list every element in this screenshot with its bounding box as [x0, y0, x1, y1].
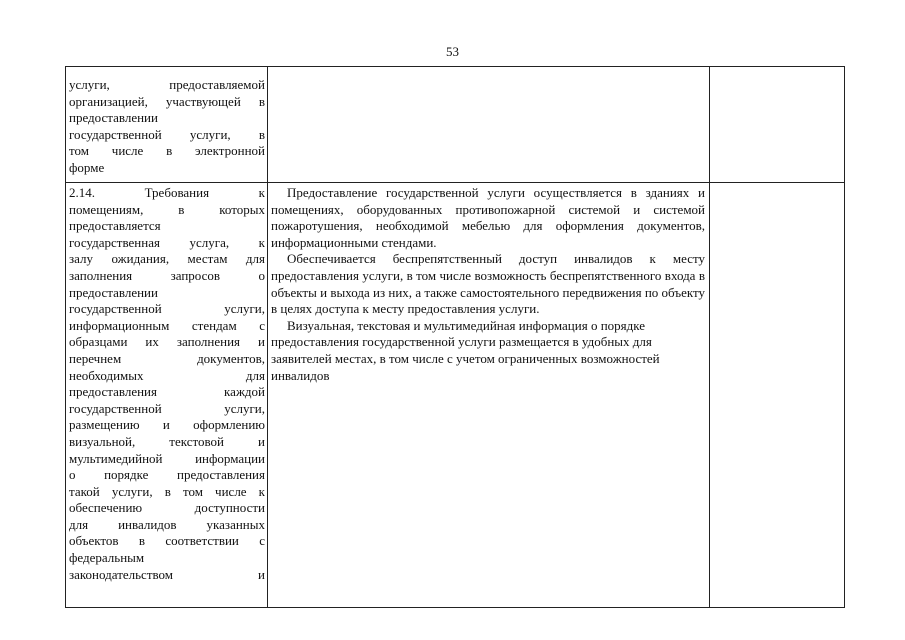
text-line: перечнем документов, [69, 350, 265, 366]
table-cell-requirement [66, 183, 268, 608]
text-line: мультимедийной информации [69, 450, 265, 466]
text-line: государственной услуги, [69, 301, 265, 317]
text-line: 2.14. Требования к [69, 185, 265, 200]
text-line: услуги, предоставляемой [69, 77, 265, 92]
text-line: объектов в соответствии с [69, 533, 265, 549]
text-line: помещениям, в которых [69, 201, 265, 217]
table-cell-requirement [66, 67, 268, 183]
text-line: форме [69, 159, 105, 175]
requirements-table [65, 66, 845, 608]
table-cell-notes [710, 183, 845, 608]
text-line: государственная услуга, к [69, 234, 265, 250]
text-line: предоставлении [69, 284, 158, 300]
paragraph: Визуальная, текстовая и мультимедийная информация о порядке предоставления государственной услуги размещается в удобных для заявителей местах, в том числе с учетом ограниченных возможностей инвалидов [271, 317, 660, 383]
text-line: государственной услуги, в [69, 126, 265, 142]
text-line: информационным стендам с [69, 317, 265, 333]
text-line: предоставляется [69, 218, 161, 234]
description-text [268, 183, 709, 384]
table-cell-notes [710, 67, 845, 183]
text-line: предоставления каждой [69, 384, 265, 400]
text-line: федеральным [69, 550, 145, 566]
text-line: размещению и оформлению [69, 417, 265, 433]
paragraph: Предоставление государственной услуги осуществляется в зданиях и помещениях, оборудованных противопожарной системой и системой пожаротушения, необходимой мебелью для оформления документов, информационными стендами. [271, 185, 705, 250]
text-line: визуальной, текстовой и [69, 433, 265, 449]
text-line: обеспечению доступности [69, 500, 265, 516]
text-line: организацией, участвующей в [69, 93, 265, 109]
text-line: государственной услуги, [69, 400, 265, 416]
text-line: том числе в электронной [69, 143, 265, 159]
text-line: образцами их заполнения и [69, 334, 265, 350]
text-line: предоставлении [69, 110, 158, 126]
table-cell-description [268, 67, 710, 183]
text-line: необходимых для [69, 367, 265, 383]
requirement-text [66, 67, 267, 178]
text-line: заполнения запросов о [69, 267, 265, 283]
table-row [66, 183, 845, 608]
table-row [66, 67, 845, 183]
text-line: о порядке предоставления [69, 467, 265, 483]
text-line: законодательством и [69, 566, 265, 582]
text-line: залу ожидания, местам для [69, 251, 265, 267]
table-cell-description [268, 183, 710, 608]
requirement-text [66, 183, 267, 584]
text-line: для инвалидов указанных [69, 516, 265, 532]
text-line: такой услуги, в том числе к [69, 483, 265, 499]
page-number: 53 [446, 44, 459, 59]
paragraph: Обеспечивается беспрепятственный доступ инвалидов к месту предоставления услуги, в том числе возможность беспрепятственного входа в объекты и выхода из них, а также самостоятельного передвижения по объекту в целях доступа к месту предоставления услуги. [271, 251, 705, 317]
